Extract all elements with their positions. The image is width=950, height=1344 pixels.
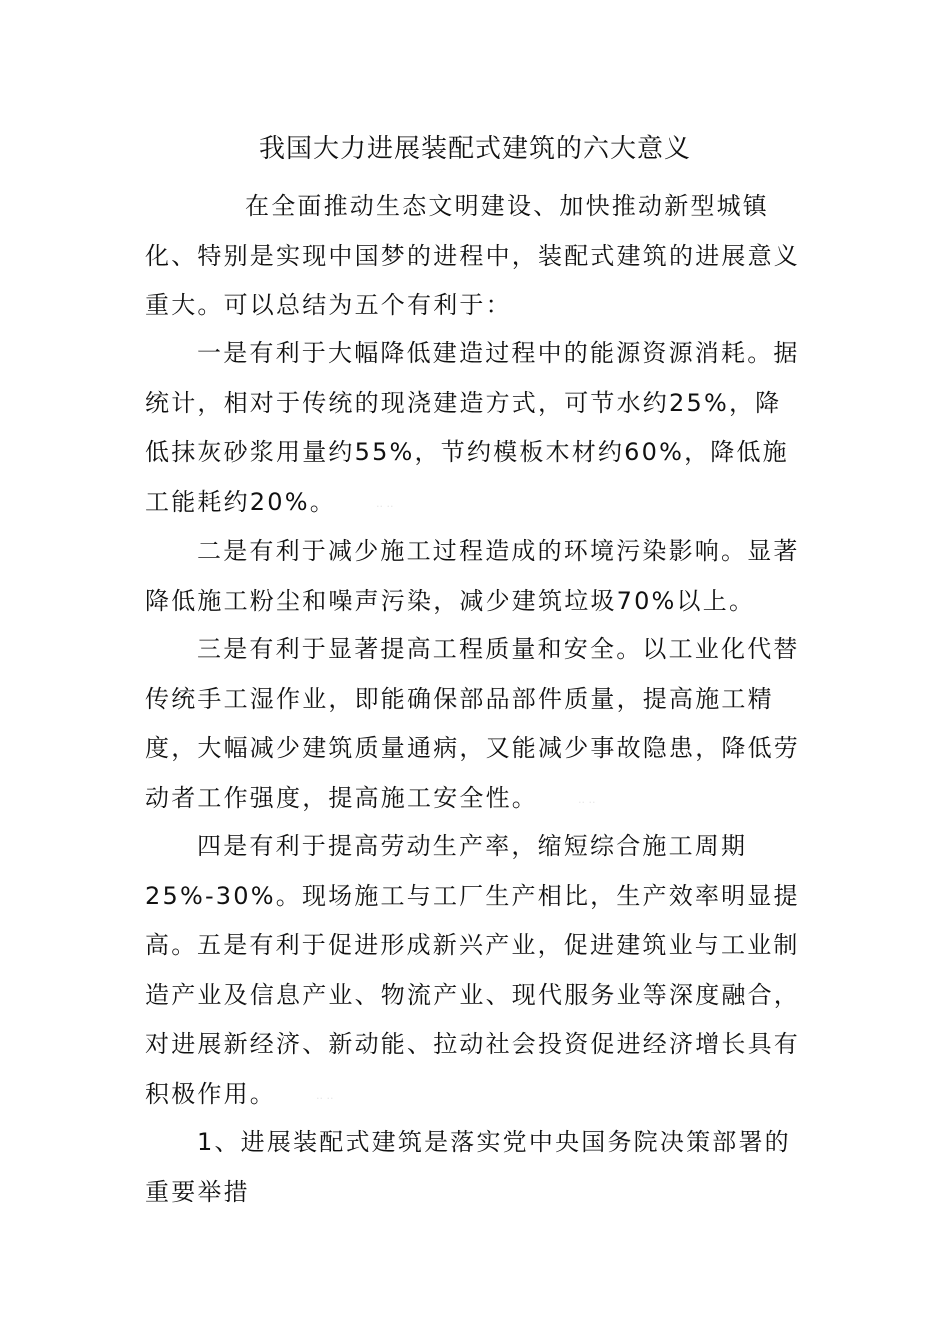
paragraph-point-4: 四是有利于提高劳动生产率，缩短综合施工周期25%-30%。现场施工与工厂生产相比，生产效率明显提高。 (145, 832, 800, 959)
document-title: 我国大力进展装配式建筑的六大意义 (258, 134, 691, 164)
faint-watermark-mark: ·· ·· (316, 1091, 334, 1105)
paragraph-point-1-text: 一是有利于大幅降低建造过程中的能源资源消耗。据统计，相对于传统的现浇建造方式，可节水约25%，降低抹灰砂浆用量约55%，节约模板木材约60%，降低施工能耗约20%。 (145, 339, 800, 516)
paragraph-point-2: 二是有利于减少施工过程造成的环境污染影响。显著降低施工粉尘和噪声污染，减少建筑垃圾70%以上。 (145, 537, 800, 615)
faint-watermark-mark: ·· ·· (578, 795, 596, 809)
paragraph-point-3 (145, 625, 805, 827)
paragraph-intro: 在全面推动生态文明建设、加快推动新型城镇化、特别是实现中国梦的进程中，装配式建筑的进展意义重大。可以总结为五个有利于： (145, 192, 800, 319)
section-heading-1: 1、进展装配式建筑是落实党中央国务院决策部署的重要举措 (145, 1128, 791, 1206)
paragraph-point-5-text: 五是有利于促进形成新兴产业，促进建筑业与工业制造产业及信息产业、物流产业、现代服务业等深度融合，对进展新经济、新动能、拉动社会投资促进经济增长具有积极作用。 (145, 931, 800, 1108)
paragraph-point-3-text: 三是有利于显著提高工程质量和安全。以工业化代替传统手工湿作业，即能确保部品部件质量，提高施工精度，大幅减少建筑质量通病，又能减少事故隐患，降低劳动者工作强度，提高施工安全性。 (145, 635, 800, 812)
faint-watermark-mark: ·· ·· (375, 499, 394, 513)
paragraph-point-5 (145, 921, 805, 1123)
paragraph-point-1 (145, 329, 805, 531)
